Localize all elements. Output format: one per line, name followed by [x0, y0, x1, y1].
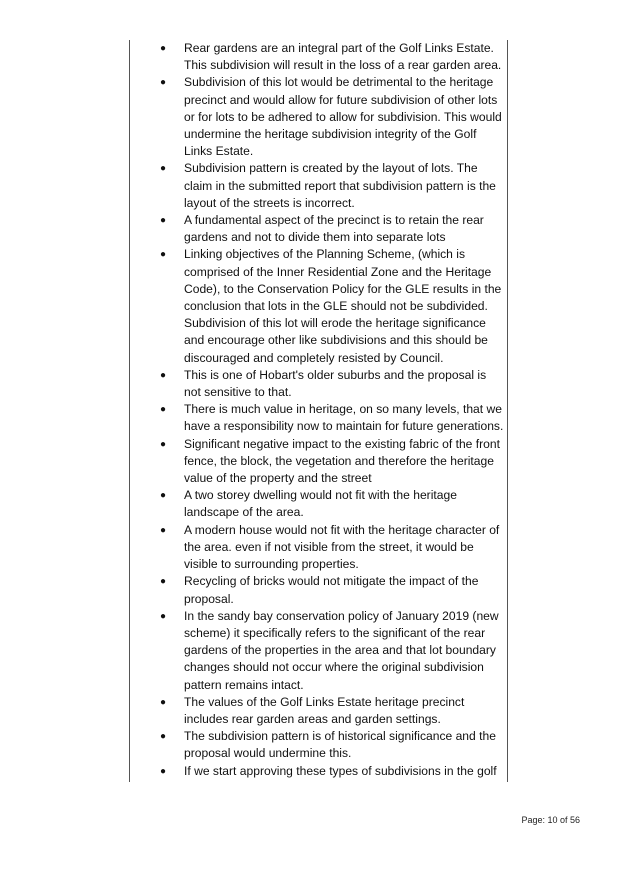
- list-item: [159, 436, 506, 488]
- list-item-text: Recycling of bricks would not mitigate the impact of the proposal.: [184, 574, 479, 606]
- table-border-right: [507, 40, 508, 782]
- list-item: [159, 212, 506, 246]
- list-item: [159, 367, 506, 401]
- list-item: [159, 728, 506, 762]
- list-item: [159, 74, 506, 160]
- list-item: [159, 246, 506, 366]
- list-item-text: A fundamental aspect of the precinct is to retain the rear gardens and not to divide them into separate lots: [184, 213, 484, 245]
- bullet-icon: ●: [159, 524, 167, 536]
- bullet-icon: ●: [159, 215, 167, 227]
- bullet-icon: ●: [159, 404, 167, 416]
- list-item-text: Significant negative impact to the existing fabric of the front fence, the block, the vegetation and therefore the heritage value of the property and the street: [184, 436, 500, 486]
- bullet-list: [159, 40, 506, 780]
- bullet-icon: ●: [159, 696, 167, 708]
- bullet-icon: ●: [159, 576, 167, 588]
- list-item: [159, 608, 506, 694]
- bullet-icon: ●: [159, 610, 167, 622]
- list-item: [159, 487, 506, 521]
- bullet-icon: ●: [159, 163, 167, 175]
- page-number: Page: 10 of 56: [521, 815, 580, 825]
- list-item-text: Rear gardens are an integral part of the Golf Links Estate. This subdivision will result in the loss of a rear garden area.: [184, 41, 502, 73]
- bullet-icon: ●: [159, 77, 167, 89]
- list-item-text: The values of the Golf Links Estate heritage precinct includes rear garden areas and garden settings.: [184, 694, 465, 726]
- list-item-text: Linking objectives of the Planning Scheme, (which is comprised of the Inner Residential Zone and the Heritage Code), to the Conservation Policy for the GLE results in the conclusion that lots in the GLE should not be subdivided. Subdivision of this lot will erode the heritage significance and encourage other like subdivisions and this should be discouraged and completely resisted by Council.: [184, 247, 502, 365]
- list-item-text: If we start approving these types of subdivisions in the golf: [184, 763, 497, 778]
- bullet-icon: ●: [159, 369, 167, 381]
- list-item: [159, 573, 506, 607]
- list-item-text: This is one of Hobart's older suburbs and the proposal is not sensitive to that.: [184, 367, 487, 400]
- list-item-text: The subdivision pattern is of historical significance and the proposal would undermine this.: [184, 729, 496, 761]
- list-item: [159, 522, 506, 574]
- list-item: [159, 160, 506, 212]
- bullet-icon: ●: [159, 249, 167, 261]
- list-item: [159, 401, 506, 435]
- bullet-icon: ●: [159, 731, 167, 743]
- list-item: [159, 694, 506, 728]
- list-item-text: A two storey dwelling would not fit with the heritage landscape of the area.: [184, 488, 457, 520]
- table-border-left: [129, 40, 130, 782]
- list-item-text: A modern house would not fit with the heritage character of the area. even if not visible from the street, it would be visible to surrounding properties.: [184, 522, 500, 572]
- list-item-text: There is much value in heritage, on so many levels, that we have a responsibility now to maintain for future generations.: [184, 402, 504, 434]
- bullet-icon: ●: [159, 43, 167, 54]
- list-item-text: Subdivision of this lot would be detrimental to the heritage precinct and would allow for future subdivision of other lots or for lots to be adhered to allow for subdivision. This would undermine the heritage subdivision integrity of the Golf Links Estate.: [184, 75, 502, 159]
- list-item: [159, 40, 506, 74]
- bullet-icon: ●: [159, 490, 167, 502]
- bullet-icon: ●: [159, 765, 167, 777]
- list-item-text: Subdivision pattern is created by the layout of lots. The claim in the submitted report that subdivision pattern is the layout of the streets is incorrect.: [184, 161, 496, 210]
- bullet-icon: ●: [159, 438, 167, 450]
- list-item: [159, 763, 506, 780]
- list-item-text: In the sandy bay conservation policy of January 2019 (new scheme) it specifically refers to the significant of the rear gardens of the properties in the area and that lot boundary changes should not occur where the original subdivision pattern remains intact.: [184, 608, 499, 692]
